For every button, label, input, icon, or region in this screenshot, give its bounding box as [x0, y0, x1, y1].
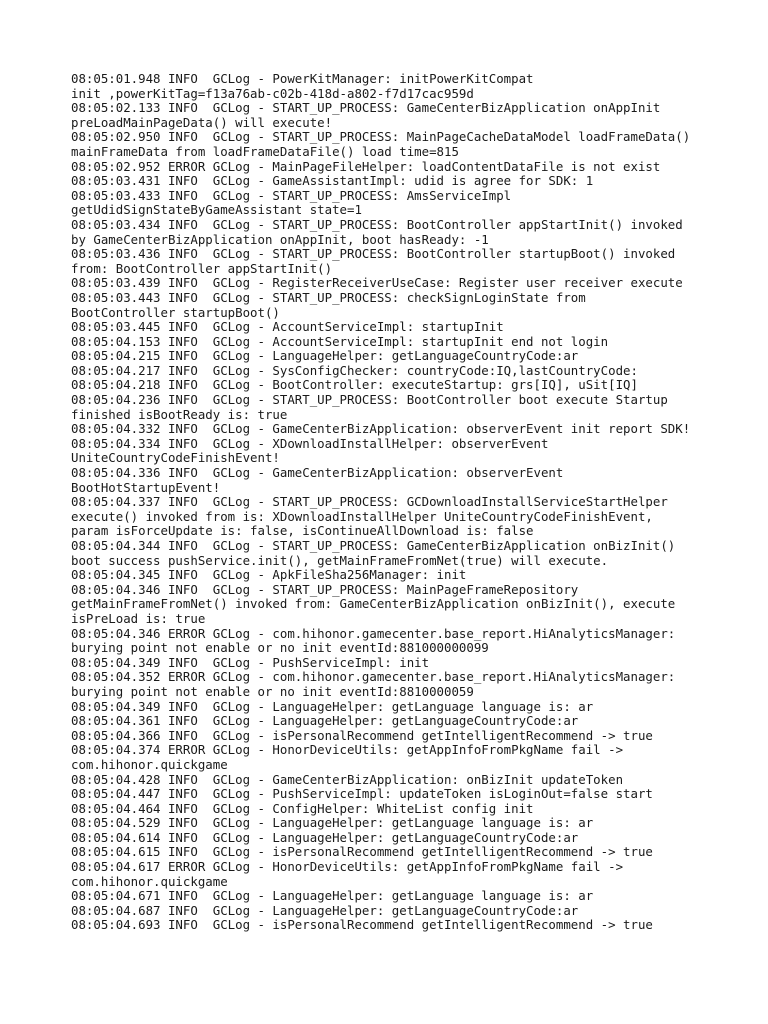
log-line: 08:05:03.445 INFO GCLog - AccountServiceImpl: startupInit — [71, 319, 504, 335]
log-line: boot success pushService.init(), getMainFrameFromNet(true) will execute. — [71, 552, 609, 568]
log-line: 08:05:04.617 ERROR GCLog - HonorDeviceUtils: getAppInfoFromPkgName fail -> — [71, 859, 624, 875]
log-line: 08:05:04.529 INFO GCLog - LanguageHelper: getLanguage language is: ar — [71, 815, 594, 831]
log-line: finished isBootReady is: true — [71, 406, 288, 422]
log-line: 08:05:03.431 INFO GCLog - GameAssistantImpl: udid is agree for SDK: 1 — [71, 173, 594, 189]
log-line: 08:05:02.133 INFO GCLog - START_UP_PROCESS: GameCenterBizApplication onAppInit — [71, 100, 661, 116]
log-line: 08:05:04.336 INFO GCLog - GameCenterBizApplication: observerEvent — [71, 465, 564, 481]
log-line: by GameCenterBizApplication onAppInit, boot hasReady: -1 — [71, 231, 489, 247]
log-line: 08:05:04.218 INFO GCLog - BootController: executeStartup: grs[IQ], uSit[IQ] — [71, 377, 638, 393]
log-line: param isForceUpdate is: false, isContinueAllDownload is: false — [71, 523, 534, 539]
log-line: 08:05:02.952 ERROR GCLog - MainPageFileHelper: loadContentDataFile is not exist — [71, 158, 661, 174]
log-line: 08:05:04.332 INFO GCLog - GameCenterBizApplication: observerEvent init report SDK! — [71, 421, 691, 437]
log-line: com.hihonor.quickgame — [71, 873, 228, 889]
log-line: 08:05:04.346 INFO GCLog - START_UP_PROCESS: MainPageFrameRepository — [71, 581, 579, 597]
log-line: 08:05:04.346 ERROR GCLog - com.hihonor.gamecenter.base_report.HiAnalyticsManager: — [71, 625, 676, 641]
log-line: com.hihonor.quickgame — [71, 756, 228, 772]
log-line: 08:05:04.687 INFO GCLog - LanguageHelper: getLanguageCountryCode:ar — [71, 902, 579, 918]
log-line: 08:05:04.361 INFO GCLog - LanguageHelper: getLanguageCountryCode:ar — [71, 713, 579, 729]
log-line: burying point not enable or no init eventId:8810000059 — [71, 683, 474, 699]
log-line: 08:05:01.948 INFO GCLog - PowerKitManager: initPowerKitCompat — [71, 71, 534, 86]
log-line: 08:05:04.344 INFO GCLog - START_UP_PROCESS: GameCenterBizApplication onBizInit() — [71, 538, 676, 553]
log-line: 08:05:04.428 INFO GCLog - GameCenterBizApplication: onBizInit updateToken — [71, 771, 624, 787]
log-line: 08:05:03.436 INFO GCLog - START_UP_PROCESS: BootController startupBoot() invoked — [71, 246, 676, 262]
log-line: 08:05:04.615 INFO GCLog - isPersonalRecommend getIntelligentRecommend -> true — [71, 844, 653, 860]
log-line: getUdidSignStateByGameAssistant state=1 — [71, 202, 362, 218]
log-line: 08:05:04.447 INFO GCLog - PushServiceImpl: updateToken isLoginOut=false start — [71, 786, 653, 802]
log-line: BootController startupBoot() — [71, 304, 280, 320]
log-line: from: BootController appStartInit() — [71, 260, 333, 276]
log-line: preLoadMainPageData() will execute! — [71, 114, 333, 130]
log-line: 08:05:04.671 INFO GCLog - LanguageHelper: getLanguage language is: ar — [71, 888, 594, 904]
log-line: 08:05:03.439 INFO GCLog - RegisterReceiverUseCase: Register user receiver execute — [71, 275, 683, 291]
log-line: 08:05:04.334 INFO GCLog - XDownloadInstallHelper: observerEvent — [71, 435, 549, 451]
log-line: BootHotStartupEvent! — [71, 479, 221, 495]
log-line: 08:05:04.236 INFO GCLog - START_UP_PROCESS: BootController boot execute Startup — [71, 392, 668, 408]
log-text-block — [71, 72, 711, 933]
log-line: 08:05:04.217 INFO GCLog - SysConfigChecker: countryCode:IQ,lastCountryCode: — [71, 362, 638, 378]
log-line: mainFrameData from loadFrameDataFile() load time=815 — [71, 143, 459, 159]
log-line: 08:05:03.434 INFO GCLog - START_UP_PROCESS: BootController appStartInit() invoked — [71, 216, 683, 232]
log-line: 08:05:02.950 INFO GCLog - START_UP_PROCESS: MainPageCacheDataModel loadFrameData() — [71, 129, 691, 145]
log-line: 08:05:04.614 INFO GCLog - LanguageHelper: getLanguageCountryCode:ar — [71, 829, 579, 845]
log-line: 08:05:04.349 INFO GCLog - LanguageHelper: getLanguage language is: ar — [71, 698, 594, 714]
log-line: 08:05:04.345 INFO GCLog - ApkFileSha256Manager: init — [71, 567, 467, 583]
log-line: 08:05:04.374 ERROR GCLog - HonorDeviceUtils: getAppInfoFromPkgName fail -> — [71, 742, 624, 758]
log-line: execute() invoked from is: XDownloadInstallHelper UniteCountryCodeFinishEvent, — [71, 508, 653, 524]
log-line: 08:05:03.443 INFO GCLog - START_UP_PROCESS: checkSignLoginState from — [71, 289, 586, 305]
log-line: burying point not enable or no init eventId:881000000099 — [71, 640, 489, 656]
log-line: 08:05:04.366 INFO GCLog - isPersonalRecommend getIntelligentRecommend -> true — [71, 727, 653, 743]
log-line: 08:05:04.352 ERROR GCLog - com.hihonor.gamecenter.base_report.HiAnalyticsManager: — [71, 669, 676, 685]
log-line: 08:05:04.349 INFO GCLog - PushServiceImpl: init — [71, 654, 430, 670]
log-line: init ,powerKitTag=f13a76ab-c02b-418d-a802-f7d17cac959d — [71, 85, 474, 101]
log-line: getMainFrameFromNet() invoked from: GameCenterBizApplication onBizInit(), execute — [71, 596, 676, 612]
log-line: 08:05:03.433 INFO GCLog - START_UP_PROCESS: AmsServiceImpl — [71, 187, 512, 203]
log-line: isPreLoad is: true — [71, 610, 206, 626]
log-line: 08:05:04.153 INFO GCLog - AccountServiceImpl: startupInit end not login — [71, 333, 609, 349]
log-line: 08:05:04.693 INFO GCLog - isPersonalRecommend getIntelligentRecommend -> true — [71, 917, 653, 933]
log-line: 08:05:04.337 INFO GCLog - START_UP_PROCESS: GCDownloadInstallServiceStartHelper — [71, 494, 668, 510]
log-line: 08:05:04.464 INFO GCLog - ConfigHelper: WhiteList config init — [71, 800, 534, 816]
log-line: 08:05:04.215 INFO GCLog - LanguageHelper: getLanguageCountryCode:ar — [71, 348, 579, 364]
log-line: UniteCountryCodeFinishEvent! — [71, 450, 280, 466]
